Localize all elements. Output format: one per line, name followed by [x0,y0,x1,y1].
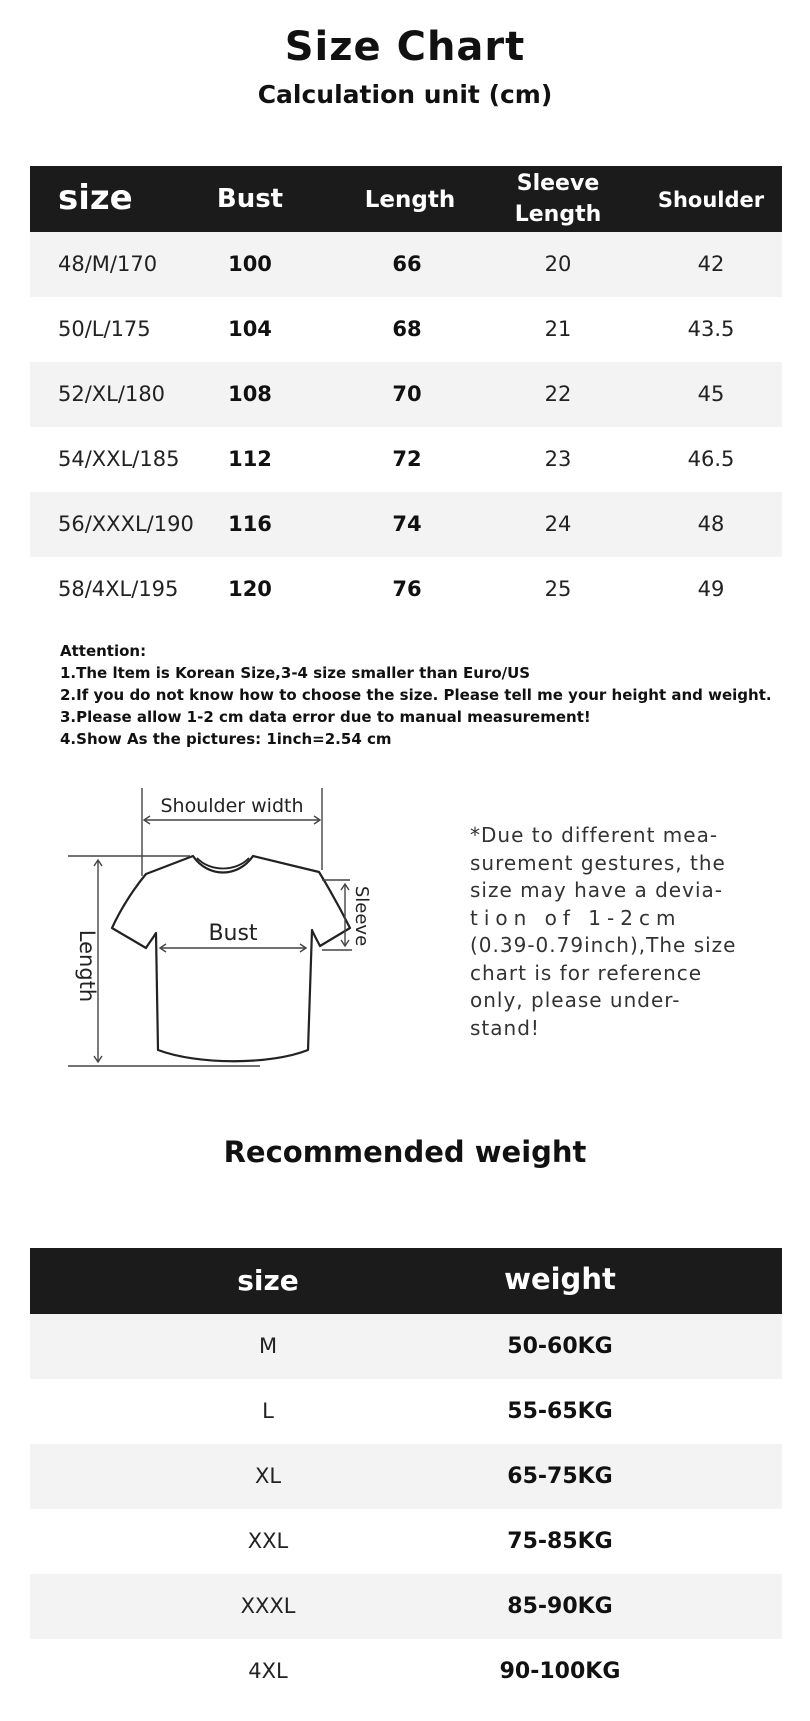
cell-size: 56/XXXL/190 [58,512,194,536]
cell-size: 54/XXL/185 [58,447,180,471]
col-header-shoulder: Shoulder [657,188,765,212]
note-line: only, please under- [470,988,681,1012]
note-line: surement gestures, the [470,850,726,875]
size-table [30,166,782,622]
cell-bust: 120 [228,577,272,601]
cell-bust: 112 [228,447,272,471]
note-line: *Due to different mea- [470,823,719,847]
attention-line: 4.Show As the pictures: 1inch=2.54 cm [60,730,392,748]
page-subtitle: Calculation unit (cm) [257,80,553,109]
cell-size: 48/M/170 [58,252,158,276]
col-header-weight: weight [504,1262,616,1296]
table-row [30,1379,782,1444]
cell-bust: 100 [228,252,272,276]
cell-size: M [258,1334,278,1358]
tshirt-measurement-icon [60,778,420,1078]
attention-notes [60,640,772,750]
table-row [30,557,782,622]
cell-bust: 104 [228,317,272,341]
cell-sleeve: 22 [544,382,572,406]
table-row [30,232,782,297]
size-table-body [30,232,782,622]
shoulder-width-label: Shoulder width [160,795,304,817]
cell-length: 68 [392,317,422,341]
cell-sleeve: 24 [544,512,572,536]
size-table-header [30,166,782,232]
cell-sleeve: 20 [544,252,572,276]
cell-weight: 85-90KG [507,1594,613,1619]
table-row [30,427,782,492]
table-row [30,1574,782,1639]
cell-length: 70 [392,382,422,406]
weight-table [30,1248,782,1704]
cell-shoulder: 45 [697,382,725,406]
weight-table-body [30,1314,782,1704]
col-header-sleeve-length: Sleeve Length [514,171,602,227]
cell-size: XL [254,1464,282,1488]
weight-table-header [30,1248,782,1314]
cell-size: 50/L/175 [58,317,151,341]
recommended-weight-title: Recommended weight [223,1135,587,1169]
note-line: chart is for reference [470,960,703,985]
table-row [30,1639,782,1704]
table-row [30,492,782,557]
cell-bust: 116 [228,512,272,536]
cell-size: 4XL [248,1659,288,1683]
cell-length: 66 [392,252,422,276]
col-header-bust: Bust [216,184,284,214]
attention-line: 1.The ltem is Korean Size,3-4 size smaller than Euro/US [60,664,531,682]
cell-length: 76 [392,577,422,601]
note-line: stand! [470,1015,540,1040]
length-label: Length [75,929,99,1003]
sleeve-label: Sleeve [351,885,372,947]
cell-size: L [262,1399,274,1423]
cell-size: XXL [247,1529,289,1553]
table-row [30,1314,782,1379]
table-row [30,1509,782,1574]
cell-weight: 90-100KG [499,1659,621,1684]
cell-sleeve: 25 [544,577,572,601]
cell-shoulder: 42 [697,252,725,276]
cell-shoulder: 46.5 [687,447,735,471]
cell-weight: 55-65KG [507,1399,613,1424]
cell-size: XXXL [240,1594,296,1618]
bust-label: Bust [208,921,258,946]
col-header-size: size [237,1264,299,1297]
cell-weight: 50-60KG [507,1334,613,1359]
measurement-diagram [60,778,420,1082]
cell-length: 74 [392,512,422,536]
page-title: Size Chart [284,24,526,70]
cell-weight: 65-75KG [507,1464,613,1489]
cell-sleeve: 21 [544,317,572,341]
note-line: tion of 1-2cm [470,905,682,930]
deviation-note [470,822,760,1042]
table-row [30,362,782,427]
cell-size: 58/4XL/195 [58,577,179,601]
cell-shoulder: 43.5 [687,317,735,341]
cell-shoulder: 49 [697,577,725,601]
attention-heading: Attention: [60,642,147,660]
table-row [30,1444,782,1509]
col-header-length: Length [364,187,456,213]
note-line: size may have a devia- [470,878,723,902]
cell-size: 52/XL/180 [58,382,166,406]
attention-line: 3.Please allow 1-2 cm data error due to manual measurement! [60,708,591,726]
cell-length: 72 [392,447,422,471]
cell-weight: 75-85KG [507,1529,613,1554]
cell-bust: 108 [228,382,272,406]
cell-sleeve: 23 [544,447,572,471]
note-line: (0.39-0.79inch),The size [470,933,737,957]
cell-shoulder: 48 [697,512,725,536]
attention-line: 2.If you do not know how to choose the size. Please tell me your height and weight. [60,686,772,704]
col-header-size: size [58,178,133,218]
table-row [30,297,782,362]
